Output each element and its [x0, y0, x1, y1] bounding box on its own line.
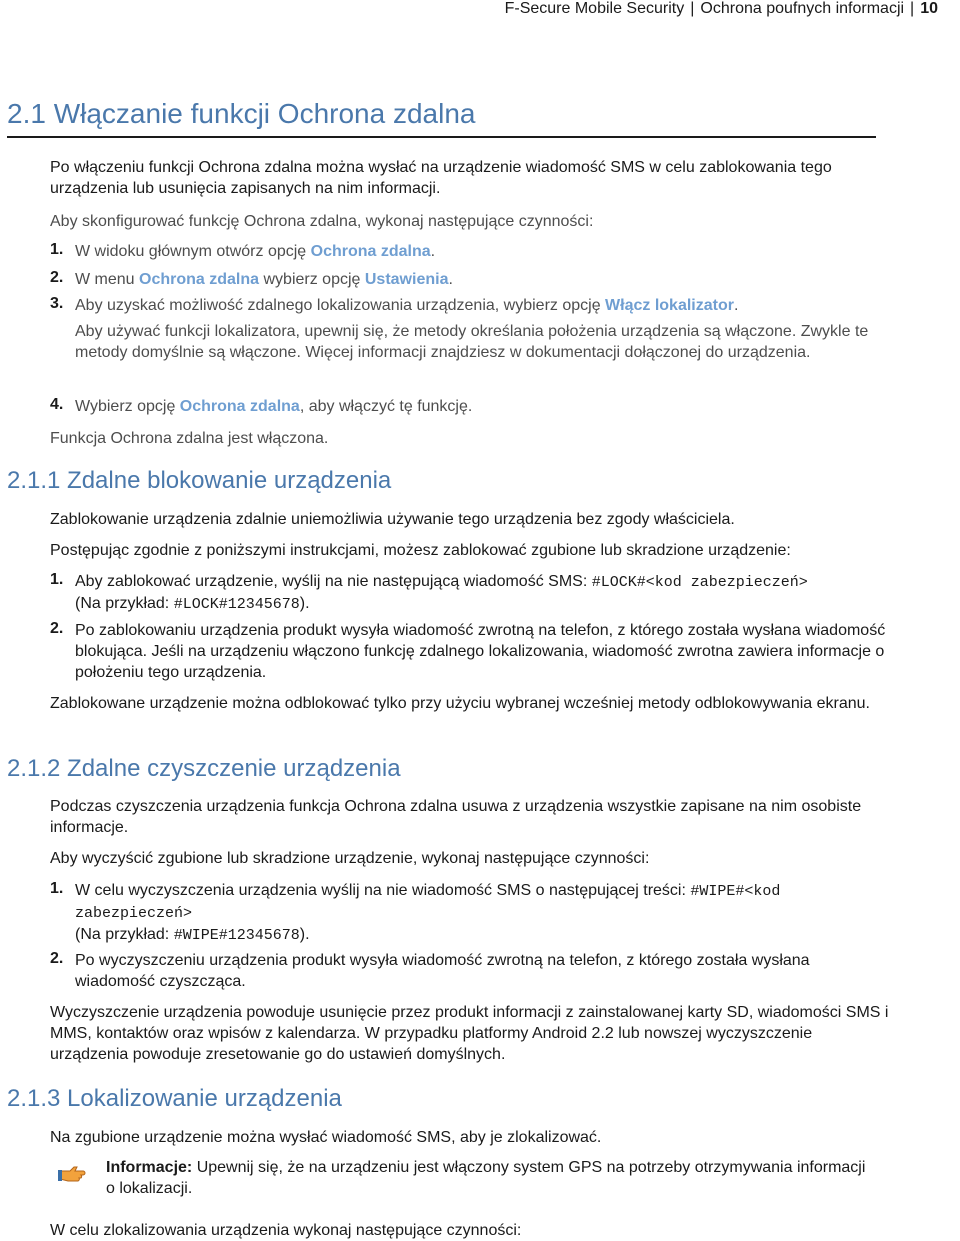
step-3 [75, 295, 890, 316]
menu-ochrona-zdalna: Ochrona zdalna [139, 271, 260, 288]
wipe-sms-example: #WIPE#12345678 [173, 927, 300, 944]
step-text: . [430, 243, 436, 260]
wipe-paragraph-2: Aby wyczyścić zgubione lub skradzione urządzenie, wykonaj następujące czynności: [50, 850, 650, 867]
step-text: W widoku głównym otwórz opcję [75, 243, 311, 260]
step-number: 2. [50, 269, 64, 286]
config-intro: Aby skonfigurować funkcję Ochrona zdalna, wykonaj następujące czynności: [50, 213, 594, 230]
step-number: 1. [50, 880, 64, 897]
header-separator: | [910, 0, 915, 17]
result-text: Funkcja Ochrona zdalna jest włączona. [50, 430, 329, 447]
lock-paragraph-3: Zablokowane urządzenie można odblokować tylko przy użyciu wybranej wcześniej metody odblokowywania ekranu. [50, 695, 870, 712]
step-text: wybierz opcję [259, 271, 365, 288]
step-text: . [733, 297, 739, 314]
step-text: Aby uzyskać możliwość zdalnego lokalizowania urządzenia, wybierz opcję [75, 297, 606, 314]
step-3-note: Aby używać funkcji lokalizatora, upewnij się, że metody określania położenia urządzenia są włączone. Zwykle te metody domyślnie są włączone. Więcej informacji znajdziesz w dokumentacji dołączonej do urządzenia. [75, 323, 869, 361]
header-separator: | [690, 0, 695, 17]
page-header [505, 0, 938, 18]
subsection-title-lock: 2.1.1 Zdalne blokowanie urządzenia [7, 467, 392, 494]
wipe-paragraph-3: Wyczyszczenie urządzenia powoduje usunięcie przez produkt informacji z zainstalowanej karty SD, wiadomości SMS i MMS, kontaktów oraz wpisów z kalendarza. W przypadku platformy Android 2.2 lub nowszej wyczyszczenie urządzenia powoduje zresetowanie go do ustawień domyślnych. [50, 1004, 889, 1063]
subsection-title-locate: 2.1.3 Lokalizowanie urządzenia [7, 1085, 342, 1112]
step-text: . [448, 271, 453, 288]
lock-sms-example: #LOCK#12345678 [173, 596, 300, 613]
step-number: 4. [50, 396, 64, 413]
step-text: Aby zablokować urządzenie, wyślij na nie następującą wiadomość SMS: [75, 573, 592, 590]
step-number: 1. [50, 571, 64, 588]
locate-paragraph-1: Na zgubione urządzenie można wysłać wiadomość SMS, aby je zlokalizować. [50, 1129, 602, 1146]
step-text: W menu [75, 271, 140, 288]
step-text: (Na przykład: [75, 926, 174, 943]
step-number: 3. [50, 295, 64, 312]
step-text: (Na przykład: [75, 595, 174, 612]
header-chapter: Ochrona poufnych informacji [700, 0, 905, 17]
step-4 [75, 396, 890, 417]
step-number: 2. [50, 620, 64, 637]
intro-paragraph: Po włączeniu funkcji Ochrona zdalna można wysłać na urządzenie wiadomość SMS w celu zablokowania tego urządzenia lub usunięcia zapisanych na nim informacji. [50, 159, 832, 197]
lock-paragraph-1: Zablokowanie urządzenia zdalnie uniemożliwia używanie tego urządzenia bez zgody właściciela. [50, 511, 735, 528]
header-product: F-Secure Mobile Security [504, 0, 685, 17]
option-ochrona-zdalna: Ochrona zdalna [179, 398, 300, 415]
title-rule [7, 136, 876, 138]
wipe-step-2: Po wyczyszczeniu urządzenia produkt wysyła wiadomość zwrotną na telefon, z którego została wysłana wiadomość czyszcząca. [75, 952, 810, 990]
pointing-hand-icon [58, 1164, 86, 1182]
step-number: 2. [50, 950, 64, 967]
gps-note [106, 1157, 876, 1199]
wipe-step-1 [75, 880, 865, 946]
subsection-title-wipe: 2.1.2 Zdalne czyszczenie urządzenia [7, 755, 401, 782]
locate-paragraph-2: W celu zlokalizowania urządzenia wykonaj następujące czynności: [50, 1222, 522, 1239]
step-text: Wybierz opcję [75, 398, 180, 415]
lock-step-2: Po zablokowaniu urządzenia produkt wysyła wiadomość zwrotną na telefon, z którego została wysłana wiadomość blokująca. Jeśli na urządzeniu włączono funkcję zdalnego lokalizowania, wiadomość zwrotna zawiera informacje o położeniu tego urządzenia. [75, 622, 886, 681]
wipe-sms-code: #WIPE#<kod zabezpieczeń> [75, 883, 781, 922]
option-ustawienia: Ustawienia [364, 271, 449, 288]
option-ochrona-zdalna: Ochrona zdalna [310, 243, 431, 260]
step-1 [75, 241, 890, 262]
step-number: 1. [50, 241, 64, 258]
option-wlacz-lokalizator: Włącz lokalizator [605, 297, 734, 314]
wipe-paragraph-1: Podczas czyszczenia urządzenia funkcja Ochrona zdalna usuwa z urządzenia wszystkie zapisane na nim osobiste informacje. [50, 798, 862, 836]
header-page-number: 10 [920, 0, 938, 17]
step-text: , aby włączyć tę funkcję. [299, 398, 473, 415]
step-text: ). [299, 926, 310, 943]
lock-sms-code: #LOCK#<kod zabezpieczeń> [591, 574, 808, 591]
lock-step-1 [75, 571, 890, 615]
note-label: Informacje: [106, 1159, 193, 1176]
note-text: Upewnij się, że na urządzeniu jest włączony system GPS na potrzeby otrzymywania informacji o lokalizacji. [106, 1159, 866, 1197]
step-text: W celu wyczyszczenia urządzenia wyślij na nie wiadomość SMS o następującej treści: [75, 882, 691, 899]
step-text: ). [299, 595, 310, 612]
lock-paragraph-2: Postępując zgodnie z poniższymi instrukcjami, możesz zablokować zgubione lub skradzione urządzenie: [50, 542, 791, 559]
step-2 [75, 269, 890, 290]
section-title: 2.1 Włączanie funkcji Ochrona zdalna [7, 98, 476, 129]
